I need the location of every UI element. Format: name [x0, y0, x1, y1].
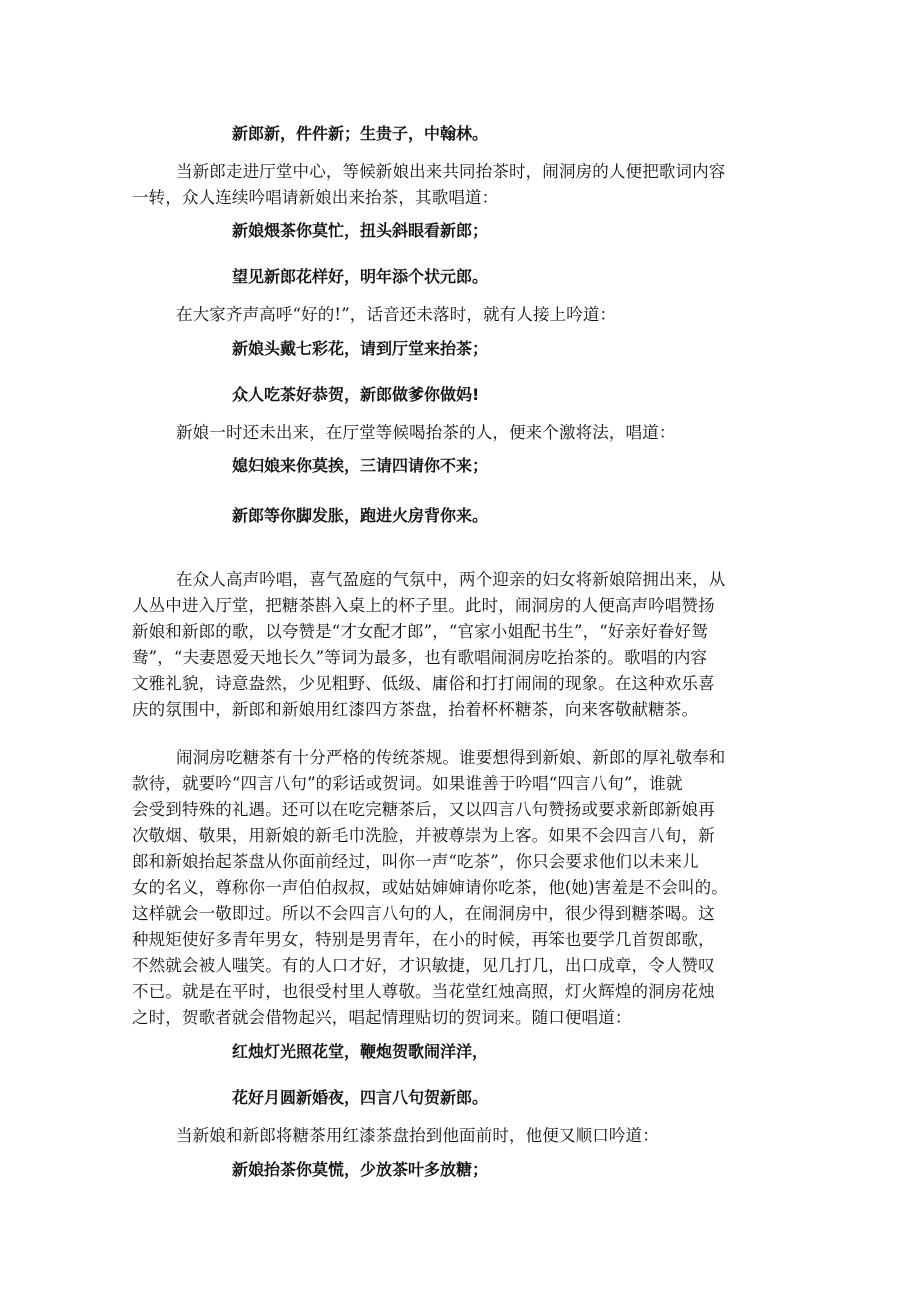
paragraph-line: 在众人高声吟唱，喜气盈庭的气氛中，两个迎亲的妇女将新娘陪拥出来，从: [176, 570, 726, 589]
paragraph-line: 闹洞房吃糖茶有十分严格的传统茶规。谁要想得到新娘、新郎的厚礼敬奉和: [176, 748, 726, 767]
paragraph-line: 鸯”，“夫妻恩爱天地长久”等词为最多，也有歌唱闹洞房吃抬茶的。歌唱的内容: [132, 648, 708, 667]
paragraph-line: 不已。就是在平时，也很受村里人尊敬。当花堂红烛高照，灯火辉煌的洞房花烛: [132, 982, 715, 1001]
paragraph-line: 之时，贺歌者就会借物起兴，唱起情理贴切的贺词来。随口便唱道：: [132, 1008, 632, 1027]
paragraph-line: 文雅礼貌，诗意盎然，少见粗野、低级、庸俗和打打闹闹的现象。在这种欢乐喜: [132, 674, 715, 693]
paragraph-line: 当新郎走进厅堂中心，等候新娘出来共同抬茶时，闹洞房的人便把歌词内容: [176, 162, 726, 181]
paragraph-line: 次敬烟、敬果，用新娘的新毛巾洗脸，并被尊崇为上客。如果不会四言八旬，新: [132, 826, 715, 845]
verse-line: 望见新郎花样好，明年添个状元郎。: [232, 267, 489, 286]
paragraph-line: 庆的氛围中，新郎和新娘用红漆四方茶盘，抬着杯杯糖茶，向来客敬献糖茶。: [132, 700, 699, 719]
paragraph-line: 在大家齐声高呼“好的!”，话音还未落时，就有人接上吟道：: [176, 305, 617, 324]
verse-line: 新郎等你脚发胀，跑进火房背你来。: [232, 506, 489, 525]
paragraph-line: 种规矩使好多青年男女，特别是男青年，在小的时候，再笨也要学几首贺郎歌，: [132, 930, 715, 949]
paragraph-line: 郎和新娘抬起茶盘从你面前经过，叫你一声“吃茶”，你只会要求他们以未来儿: [132, 852, 699, 871]
paragraph-line: 当新娘和新郎将糖茶用红漆茶盘抬到他面前时，他便又顺口吟道：: [176, 1126, 659, 1145]
paragraph-line: 新娘和新郎的歌，以夸赞是“才女配才郎”，“官家小姐配书生”，“好亲好眷好鸳: [132, 622, 708, 641]
verse-line: 媳妇娘来你莫挨，三请四请你不来；: [232, 456, 489, 475]
verse-line: 新郎新，件件新；生贵子，中翰林。: [232, 124, 489, 143]
paragraph-line: 人丛中进入厅堂，把糖茶斟入桌上的杯子里。此时，闹洞房的人便高声吟唱赞扬: [132, 596, 715, 615]
verse-line: 众人吃茶好恭贺，新郎做爹你做妈!: [232, 385, 480, 404]
paragraph-line: 会受到特殊的礼遇。还可以在吃完糖茶后，又以四言八句赞扬或要求新郎新娘再: [132, 800, 715, 819]
verse-line: 新娘煨茶你莫忙，扭头斜眼看新郎；: [232, 221, 489, 240]
paragraph-line: 这样就会一敬即过。所以不会四言八句的人，在闹洞房中，很少得到糖茶喝。这: [132, 904, 715, 923]
verse-line: 新娘头戴七彩花，请到厅堂来抬茶；: [232, 339, 489, 358]
paragraph-line: 女的名义，尊称你一声伯伯叔叔，或姑姑婶婶请你吃茶，他(她)害羞是不会叫的。: [132, 878, 728, 897]
verse-line: 新娘抬茶你莫慌，少放茶叶多放糖；: [232, 1160, 489, 1179]
verse-line: 红烛灯光照花堂，鞭炮贺歌闹洋洋，: [232, 1042, 489, 1061]
paragraph-line: 一转，众人连续吟唱请新娘出来抬茶，其歌唱道：: [132, 188, 499, 207]
paragraph-line: 款待，就要吟“四言八句”的彩话或贺词。如果谁善于吟唱“四言八旬”，谁就: [132, 774, 683, 793]
paragraph-line: 不然就会被人嗤笑。有的人口才好，才识敏捷，见几打几，出口成章，令人赞叹: [132, 956, 715, 975]
verse-line: 花好月圆新婚夜，四言八句贺新郎。: [232, 1088, 489, 1107]
paragraph-line: 新娘一时还未出来，在厅堂等候喝抬茶的人，便来个激将法，唱道：: [176, 423, 676, 442]
